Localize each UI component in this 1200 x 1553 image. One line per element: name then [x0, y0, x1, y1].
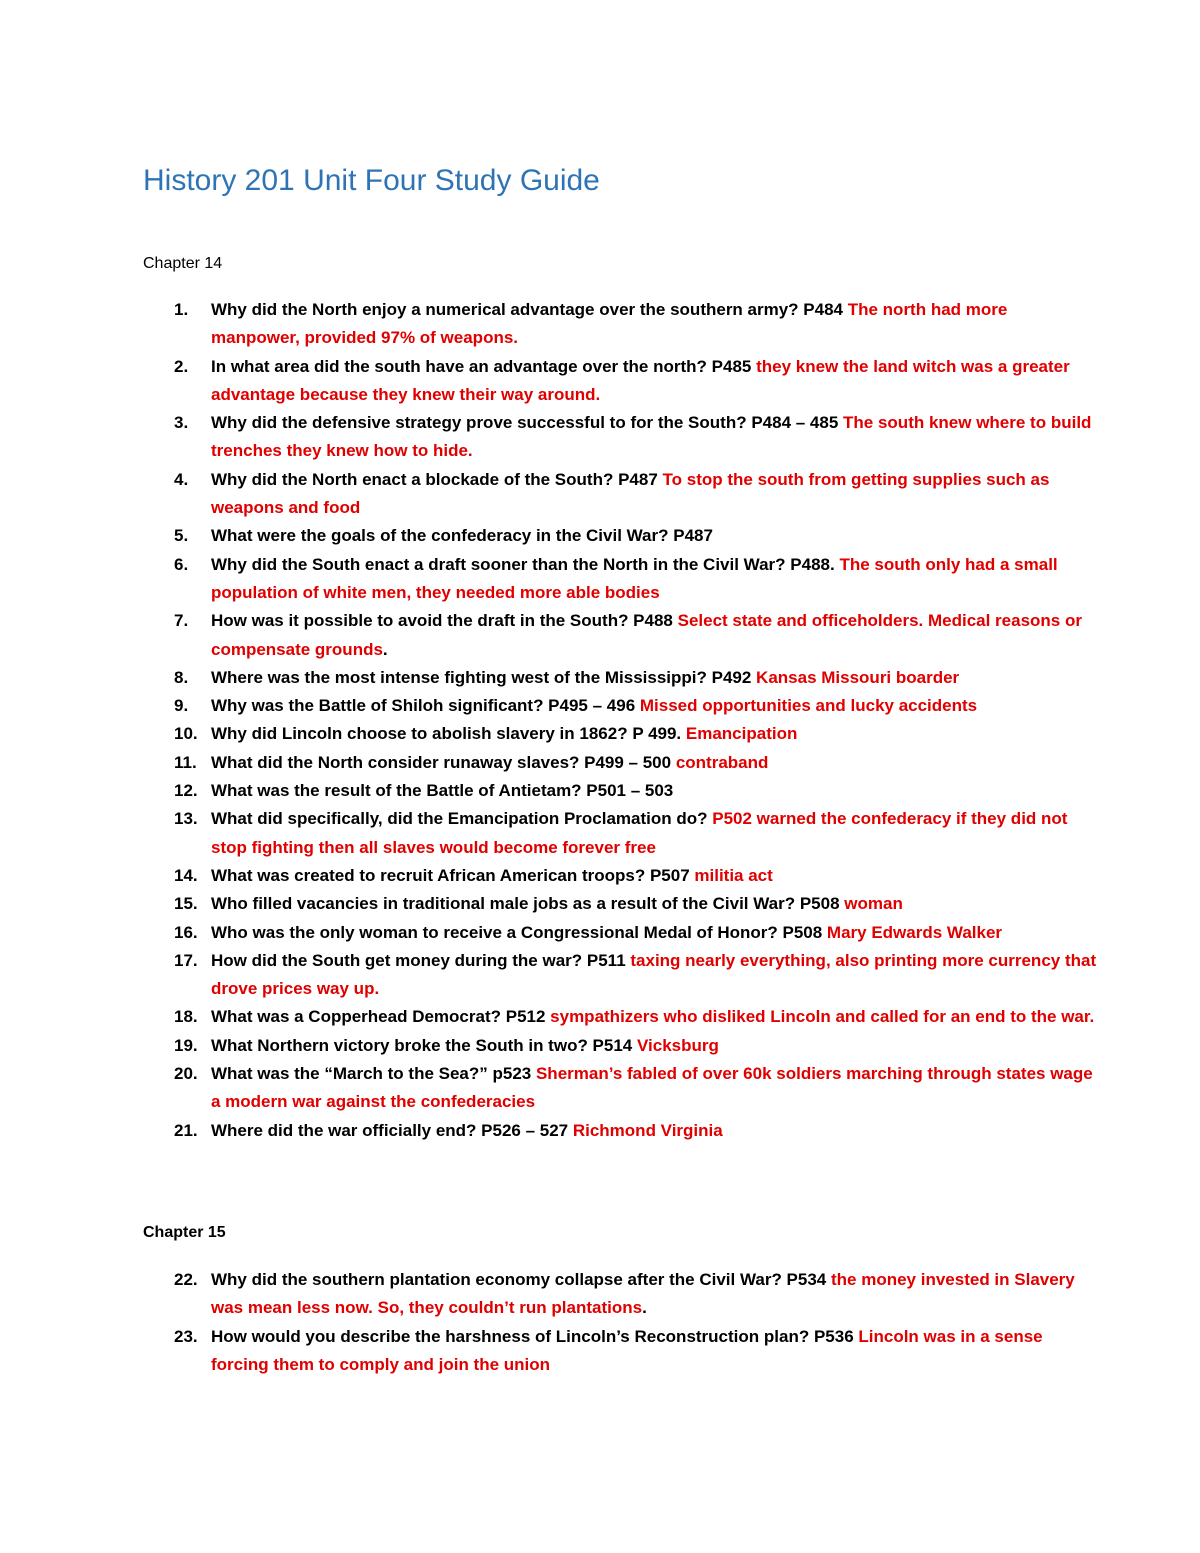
question-item [0, 1003, 1200, 1031]
question-text: In what area did the south have an advantage over the north? P485 [211, 356, 752, 376]
question-number: 6. [174, 554, 189, 574]
question-number: 14. [174, 865, 198, 885]
question-text: What was the “March to the Sea?” p523 [211, 1064, 532, 1084]
answer-text: To stop the south from getting supplies such as weapons and food [211, 469, 1050, 518]
trailing-text: . [382, 639, 388, 659]
question-text: Why did the North enact a blockade of the South? P487 [211, 469, 658, 489]
chapter-14-question-list [0, 296, 1200, 1145]
question-number: 11. [174, 752, 197, 772]
question-text: Who was the only woman to receive a Congressional Medal of Honor? P508 [211, 922, 823, 942]
question-item [0, 1060, 1200, 1117]
question-item [0, 805, 1200, 862]
answer-text: The south knew where to build trenches they knew how to hide. [211, 413, 1092, 461]
question-text: Why did the North enjoy a numerical advantage over the southern army? P484 [211, 300, 843, 319]
answer-text: Richmond Virginia [568, 1120, 723, 1140]
answer-text: P502 warned the confederacy if they did not stop fighting then all slaves would become forever free [211, 809, 1068, 857]
question-number: 23. [174, 1326, 198, 1346]
question-number: 5. [174, 526, 189, 546]
question-text: What did specifically, did the Emancipation Proclamation do? [211, 809, 708, 829]
question-number: 18. [174, 1007, 198, 1027]
question-text: How would you describe the harshness of Lincoln’s Reconstruction plan? P536 [211, 1326, 854, 1346]
answer-text: Mary Edwards Walker [822, 922, 1003, 942]
question-text: What was a Copperhead Democrat? P512 [211, 1007, 546, 1027]
question-item [0, 777, 1200, 805]
answer-text: Missed opportunities and lucky accidents [635, 696, 978, 716]
question-item [0, 296, 1200, 353]
chapter-15-heading: Chapter 15 [143, 1224, 226, 1241]
question-item [0, 1323, 1200, 1380]
answer-text: Emancipation [681, 724, 798, 744]
question-number: 20. [174, 1064, 198, 1084]
question-item [0, 947, 1200, 1004]
question-item [0, 890, 1200, 918]
question-item [0, 522, 1200, 550]
question-text: How was it possible to avoid the draft in the South? P488 [211, 611, 673, 631]
question-number: 12. [174, 781, 198, 801]
answer-text: the money invested in Slavery was mean less now. So, they couldn’t run plantations [211, 1270, 1075, 1318]
question-item [0, 607, 1200, 664]
answer-text: Select state and officeholders. Medical reasons or compensate grounds [211, 611, 1082, 659]
answer-text: contraband [671, 752, 769, 772]
question-number: 15. [174, 894, 198, 914]
question-text: What was the result of the Battle of Antietam? P501 – 503 [211, 781, 674, 801]
question-text: What were the goals of the confederacy in the Civil War? P487 [211, 526, 713, 546]
question-item [0, 1032, 1200, 1060]
question-item [0, 551, 1200, 608]
question-text: How did the South get money during the war? P511 [211, 950, 626, 970]
question-text: Why was the Battle of Shiloh significant? P495 – 496 [211, 696, 636, 716]
question-number: 9. [174, 696, 189, 716]
question-number: 17. [174, 950, 198, 970]
question-text: Where did the war officially end? P526 – 527 [211, 1120, 569, 1140]
question-item [0, 1117, 1200, 1145]
question-number: 1. [174, 300, 189, 319]
question-text: Who filled vacancies in traditional male jobs as a result of the Civil War? P508 [211, 894, 840, 914]
answer-text: taxing nearly everything, also printing more currency that drove prices way up. [211, 950, 1097, 999]
question-number: 2. [174, 356, 189, 376]
question-item [0, 409, 1200, 466]
answer-text: Kansas Missouri boarder [751, 667, 960, 687]
question-item [0, 1266, 1200, 1323]
question-number: 10. [174, 724, 198, 744]
question-text: What did the North consider runaway slaves? P499 – 500 [211, 752, 672, 772]
question-number: 3. [174, 413, 189, 433]
question-number: 4. [174, 469, 189, 489]
question-text: Where was the most intense fighting west of the Mississippi? P492 [211, 667, 752, 687]
question-number: 22. [174, 1270, 198, 1289]
answer-text: Vicksburg [632, 1035, 719, 1055]
answer-text: Lincoln was in a sense forcing them to comply and join the union [211, 1326, 1043, 1374]
chapter-14-heading: Chapter 14 [143, 255, 223, 272]
question-number: 16. [174, 922, 198, 942]
answer-text: they knew the land witch was a greater advantage because they knew their way around. [211, 356, 1070, 404]
question-number: 21. [174, 1120, 198, 1140]
question-text: Why did the southern plantation economy collapse after the Civil War? P534 [211, 1270, 827, 1289]
question-number: 13. [174, 809, 198, 829]
answer-text: militia act [689, 865, 773, 885]
question-item [0, 353, 1200, 410]
question-text: What was created to recruit African American troops? P507 [211, 865, 690, 885]
question-item [0, 664, 1200, 692]
question-item [0, 692, 1200, 720]
answer-text: The north had more manpower, provided 97% of weapons. [211, 300, 1008, 348]
answer-text: The south only had a small population of white men, they needed more able bodies [211, 554, 1058, 602]
trailing-text: . [642, 1298, 647, 1318]
question-text: What Northern victory broke the South in two? P514 [211, 1035, 633, 1055]
document-title: History 201 Unit Four Study Guide [143, 164, 600, 197]
answer-text: woman [839, 894, 903, 914]
question-text: Why did the defensive strategy prove successful to for the South? P484 – 485 [211, 413, 839, 433]
question-item [0, 720, 1200, 748]
question-number: 19. [174, 1035, 198, 1055]
chapter-15-question-list [0, 1266, 1200, 1379]
answer-text: Sherman’s fabled of over 60k soldiers marching through states wage a modern war against the confederacies [211, 1064, 1093, 1112]
question-number: 7. [174, 611, 189, 631]
question-item [0, 919, 1200, 947]
question-text: Why did the South enact a draft sooner than the North in the Civil War? P488. [211, 554, 835, 574]
question-item [0, 862, 1200, 890]
answer-text: sympathizers who disliked Lincoln and called for an end to the war. [545, 1007, 1095, 1027]
question-number: 8. [174, 667, 189, 687]
question-item [0, 466, 1200, 523]
question-item [0, 749, 1200, 777]
question-text: Why did Lincoln choose to abolish slavery in 1862? P 499. [211, 724, 682, 744]
